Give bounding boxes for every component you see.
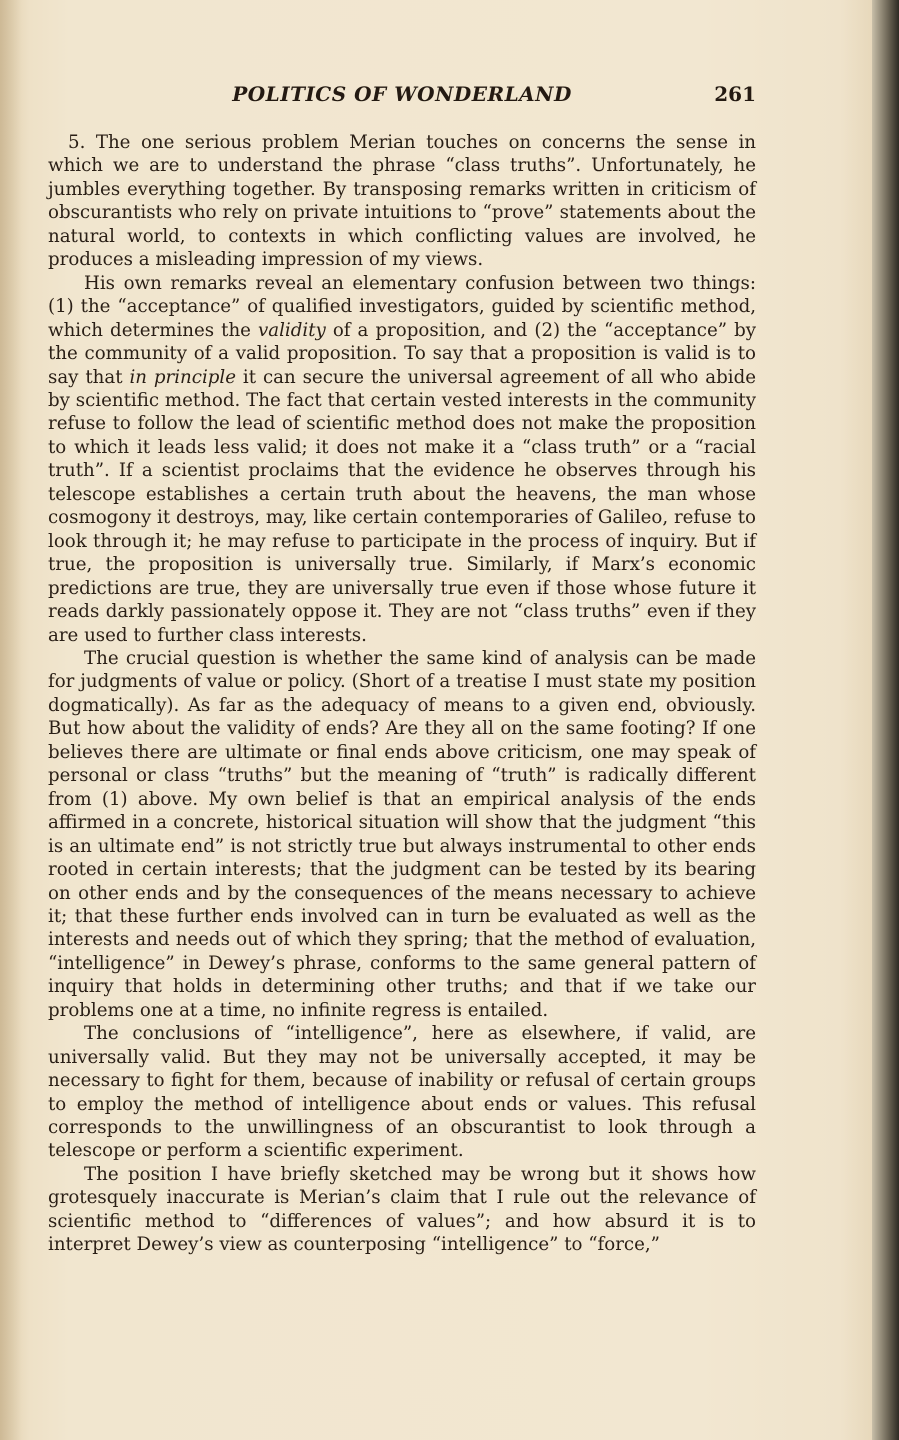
running-title: POLITICS OF WONDERLAND xyxy=(232,82,572,106)
page-number: 261 xyxy=(714,82,756,106)
paragraph-2-part-2: of a proposition, and (2) the “acceptance” by the community of a valid proposition. To say that a proposition is valid is to say that xyxy=(48,319,756,388)
page-edge-shadow xyxy=(872,0,899,1440)
emphasis-validity: validity xyxy=(257,319,326,341)
paragraph-2-part-3: it can secure the universal agreement of all who abide by scientific method. The fact that certain vested interests in the community refuse to follow the lead of scientific method does not make the proposition to which it leads less valid; it does not make it a “class truth” or a “racial truth”. If a scientist proclaims that the evidence he observes through his telescope establishes a certain truth about the heavens, the man whose cosmogony it destroys, may, like certain contemporaries of Galileo, refuse to look through it; he may refuse to participate in the process of inquiry. But if true, the proposition is universally true. Similarly, if Marx’s economic predictions are true, they are universally true even if those whose future it reads darkly passionately oppose it. They are not “class truths” even if they are used to further class interests. xyxy=(48,366,757,646)
paragraph-4: The conclusions of “intelligence”, here as elsewhere, if valid, are universally valid. But they may not be universally accepted, it may be necessary to fight for them, because of inability or refusal of certain groups to employ the method of intelligence about ends or values. This refusal corresponds to the unwillingness of an obscurantist to look through a telescope or perform a scientific experiment. xyxy=(48,1023,756,1162)
paragraph-1: 5. The one serious problem Merian touches on concerns the sense in which we are to understand the phrase “class truths”. Unfortunately, he jumbles everything together. By transposing remarks written in criticism of obscurantists who rely on private intuitions to “prove” statements about the natural world, to contexts in which conflicting values are involved, he produces a misleading impression of my views. xyxy=(48,132,756,271)
emphasis-in-principle: in principle xyxy=(129,366,236,388)
running-head xyxy=(48,82,756,112)
paragraph-5: The position I have briefly sketched may be wrong but it shows how grotesquely inaccurate is Merian’s claim that I rule out the relevance of scientific method to “differences of values”; and how absurd it is to interpret Dewey’s view as counterposing “intelligence” to “force,” xyxy=(48,1163,756,1256)
paragraph-3: The crucial question is whether the same kind of analysis can be made for judgments of value or policy. (Short of a treatise I must state my position dogmatically). As far as the adequacy of means to a given end, obviously. But how about the validity of ends? Are they all on the same footing? If one believes there are ultimate or final ends above criticism, one may speak of personal or class “truths” but the meaning of “truth” is radically different from (1) above. My own belief is that an empirical analysis of the ends affirmed in a concrete, historical situation will show that the judgment “this is an ultimate end” is not strictly true but always instrumental to other ends rooted in certain interests; that the judgment can be tested by its bearing on other ends and by the consequences of the means necessary to achieve it; that these further ends involved can in turn be evaluated as well as the interests and needs out of which they spring; that the method of evaluation, “intelligence” in Dewey’s phrase, conforms to the same general pattern of inquiry that holds in determining other truths; and that if we take our problems one at a time, no infinite regress is entailed. xyxy=(48,647,756,1021)
paragraph-2-part-1: His own remarks reveal an elementary confusion between two things: (1) the “acceptance” of qualified investigators, guided by scientific method, which determines the xyxy=(48,272,756,341)
paragraph-2 xyxy=(48,272,756,647)
body-text xyxy=(48,131,756,1257)
